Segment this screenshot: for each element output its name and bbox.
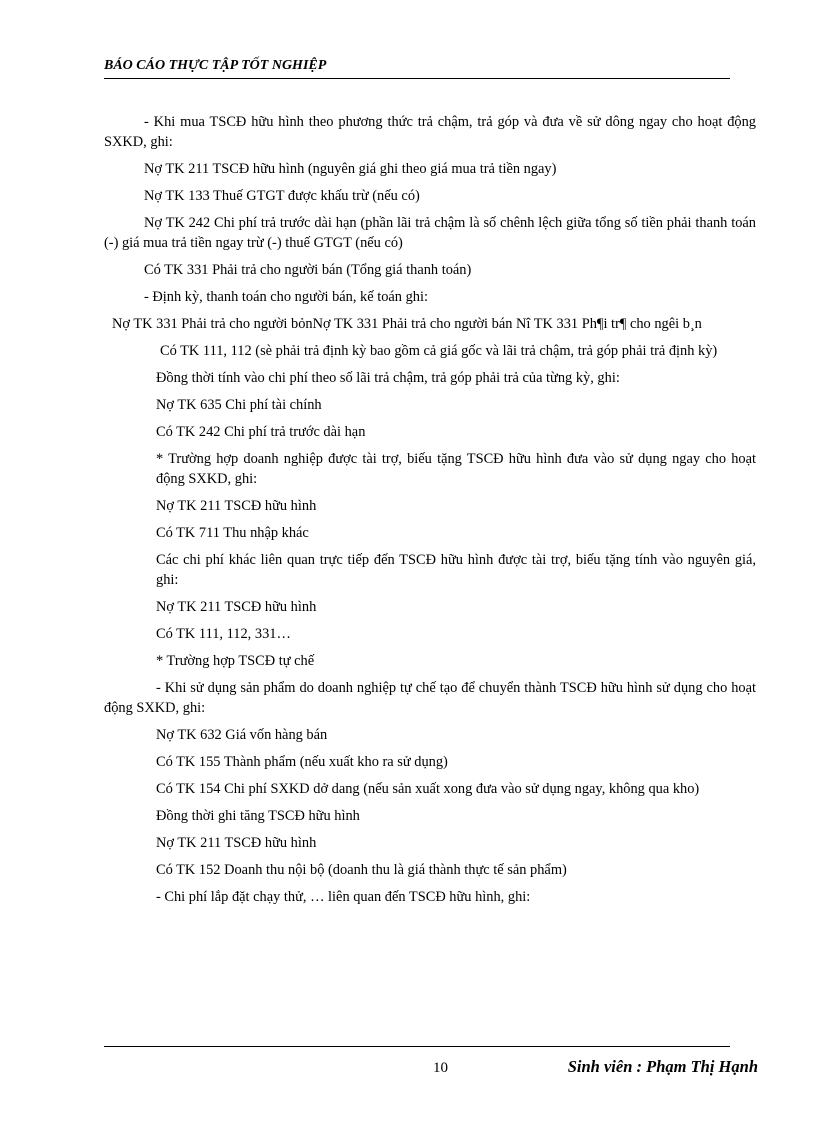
page-header: BÁO CÁO THỰC TẬP TỐT NGHIỆP [104,58,730,79]
paragraph: * Trường hợp doanh nghiệp được tài trợ, biếu tặng TSCĐ hữu hình đưa vào sử dụng ngay cho hoạt động SXKD, ghi: [156,451,756,487]
student-name: Sinh viên : Phạm Thị Hạnh [567,1057,758,1076]
paragraph: Có TK 111, 112 (sè phải trả định kỳ bao gồm cả giá gốc và lãi trả chậm, trả góp phải trả định kỳ) [160,343,718,359]
footer-divider [104,1046,730,1047]
document-body [104,112,756,914]
paragraph: * Trường hợp TSCĐ tự chế [156,653,315,669]
paragraph: - Định kỳ, thanh toán cho người bán, kế toán ghi: [144,289,428,305]
paragraph: Nợ TK 632 Giá vốn hàng bán [156,727,328,743]
paragraph: Nợ TK 635 Chi phí tài chính [156,397,322,413]
paragraph: Đồng thời ghi tăng TSCĐ hữu hình [156,808,360,824]
paragraph: Có TK 242 Chi phí trả trước dài hạn [156,424,366,440]
paragraph: Có TK 331 Phải trả cho người bán (Tổng giá thanh toán) [144,262,472,278]
paragraph: - Khi mua TSCĐ hữu hình theo phương thức trả chậm, trả góp và đưa về sử dông ngay cho hoạt động SXKD, ghi: [104,114,756,150]
paragraph: Nợ TK 211 TSCĐ hữu hình (nguyên giá ghi theo giá mua trả tiền ngay) [144,161,557,177]
paragraph: Có TK 111, 112, 331… [156,626,291,642]
paragraph: Có TK 152 Doanh thu nội bộ (doanh thu là giá thành thực tế sản phẩm) [156,862,567,878]
paragraph: Nợ TK 211 TSCĐ hữu hình [156,835,317,851]
paragraph: Nợ TK 242 Chi phí trả trước dài hạn (phần lãi trả chậm là số chênh lệch giữa tổng số tiền phải thanh toán (-) giá mua trả tiền ngay trừ (-) thuế GTGT (nếu có) [104,215,756,251]
paragraph: Có TK 154 Chi phí SXKD dở dang (nếu sản xuất xong đưa vào sử dụng ngay, không qua kho) [156,781,700,797]
paragraph: Đồng thời tính vào chi phí theo số lãi trả chậm, trả góp phải trả của từng kỳ, ghi: [156,370,620,386]
paragraph: Nợ TK 211 TSCĐ hữu hình [156,498,317,514]
paragraph: Có TK 711 Thu nhập khác [156,525,309,541]
paragraph: - Khi sử dụng sản phẩm do doanh nghiệp tự chế tạo để chuyển thành TSCĐ hữu hình sử dụng cho hoạt động SXKD, ghi: [104,680,756,716]
paragraph: Nợ TK 211 TSCĐ hữu hình [156,599,317,615]
paragraph: Nợ TK 133 Thuế GTGT được khấu trừ (nếu có) [144,188,420,204]
paragraph: Các chi phí khác liên quan trực tiếp đến TSCĐ hữu hình được tài trợ, biếu tặng tính vào nguyên giá, ghi: [156,552,756,588]
paragraph: Nợ TK 331 Phải trả cho người bỏnNợ TK 331 Phải trả cho người bán Nî TK 331 Ph¶i tr¶ cho ngêi b¸n [112,316,702,332]
paragraph: - Chi phí lắp đặt chạy thử, … liên quan đến TSCĐ hữu hình, ghi: [156,889,531,905]
paragraph: Có TK 155 Thành phẩm (nếu xuất kho ra sử dụng) [156,754,448,770]
page-number: 10 [433,1060,448,1076]
